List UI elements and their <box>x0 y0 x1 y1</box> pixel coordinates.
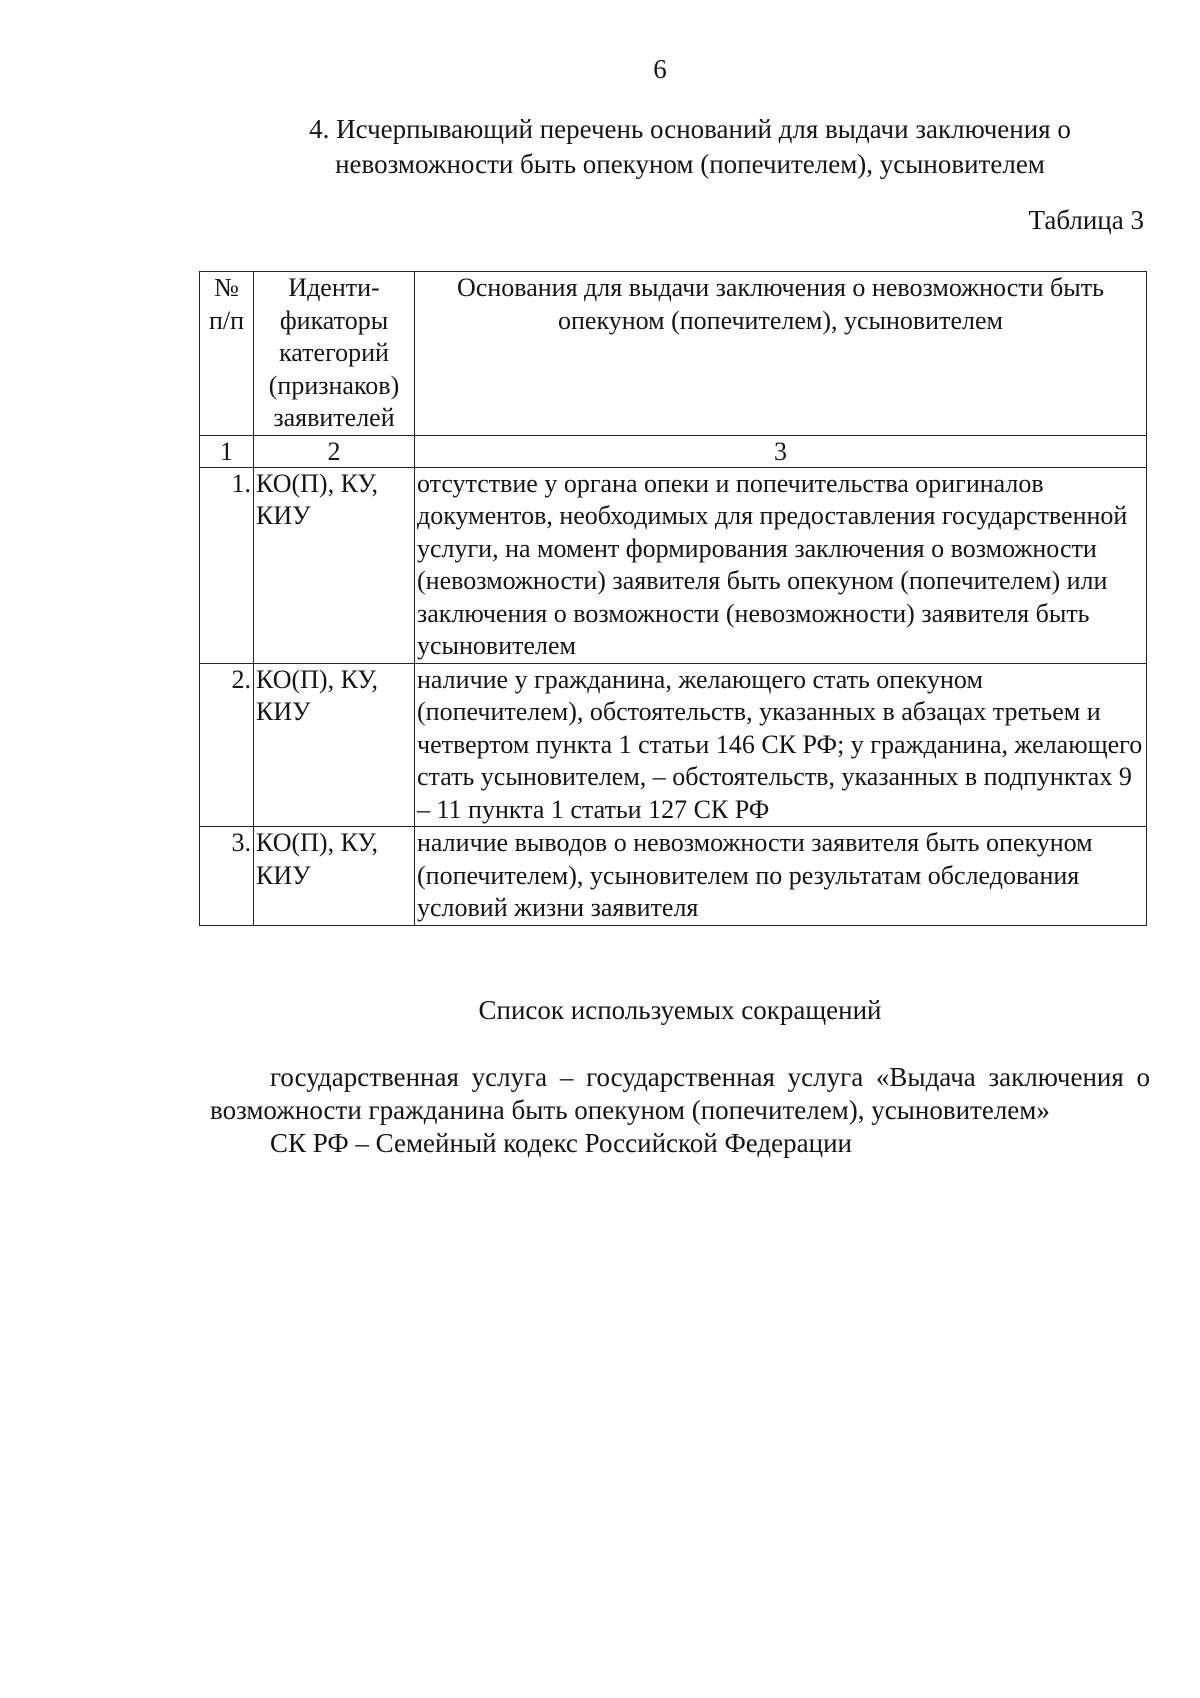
row-ground: наличие выводов о невозможности заявителя быть опекуном (попечителем), усыновителем по результатам обследования условий жизни заявителя <box>415 827 1147 926</box>
page-number: 6 <box>653 54 667 84</box>
abbreviation-item: государственная услуга – государственная услуга «Выдача заключения о возможности гражданина быть опекуном (попечителем), усыновителем» <box>210 1062 1150 1125</box>
row-identifiers: КО(П), КУ, КИУ <box>254 467 415 663</box>
row-number: 3. <box>200 827 254 926</box>
table-caption: Таблица 3 <box>1028 205 1144 235</box>
column-number: 1 <box>200 435 254 467</box>
column-numbers-row <box>200 435 1147 467</box>
column-number: 2 <box>254 435 415 467</box>
row-identifiers: КО(П), КУ, КИУ <box>254 663 415 827</box>
grounds-table <box>199 271 1147 926</box>
section-title <box>190 112 1190 182</box>
section-title-line-1: 4. Исчерпывающий перечень оснований для выдачи заключения о <box>309 114 1071 144</box>
section-title-line-2: невозможности быть опекуном (попечителем), усыновителем <box>335 149 1045 179</box>
table-header-row <box>200 272 1147 436</box>
row-number: 1. <box>200 467 254 663</box>
row-ground: наличие у гражданина, желающего стать опекуном (попечителем), обстоятельств, указанных в абзацах третьем и четвертом пункта 1 статьи 146 СК РФ; у гражданина, желающего стать усыновителем, – обстоятельств, указанных в подпунктах 9 – 11 пункта 1 статьи 127 СК РФ <box>415 663 1147 827</box>
table-row <box>200 467 1147 663</box>
abbreviation-item: СК РФ – Семейный кодекс Российской Федерации <box>270 1128 852 1158</box>
row-number: 2. <box>200 663 254 827</box>
table-row <box>200 827 1147 926</box>
table-row <box>200 663 1147 827</box>
header-identifiers: Иденти-фикаторы категорий (признаков) заявителей <box>254 272 415 436</box>
column-number: 3 <box>415 435 1147 467</box>
row-ground: отсутствие у органа опеки и попечительства оригиналов документов, необходимых для предоставления государственной услуги, на момент формирования заключения о возможности (невозможности) заявителя быть опекуном (попечителем) или заключения о возможности (невозможности) заявителя быть усыновителем <box>415 467 1147 663</box>
header-grounds: Основания для выдачи заключения о невозможности быть опекуном (попечителем), усыновителем <box>415 272 1147 436</box>
abbreviations-title: Список используемых сокращений <box>478 995 882 1025</box>
row-identifiers: КО(П), КУ, КИУ <box>254 827 415 926</box>
header-number: № п/п <box>200 272 254 436</box>
